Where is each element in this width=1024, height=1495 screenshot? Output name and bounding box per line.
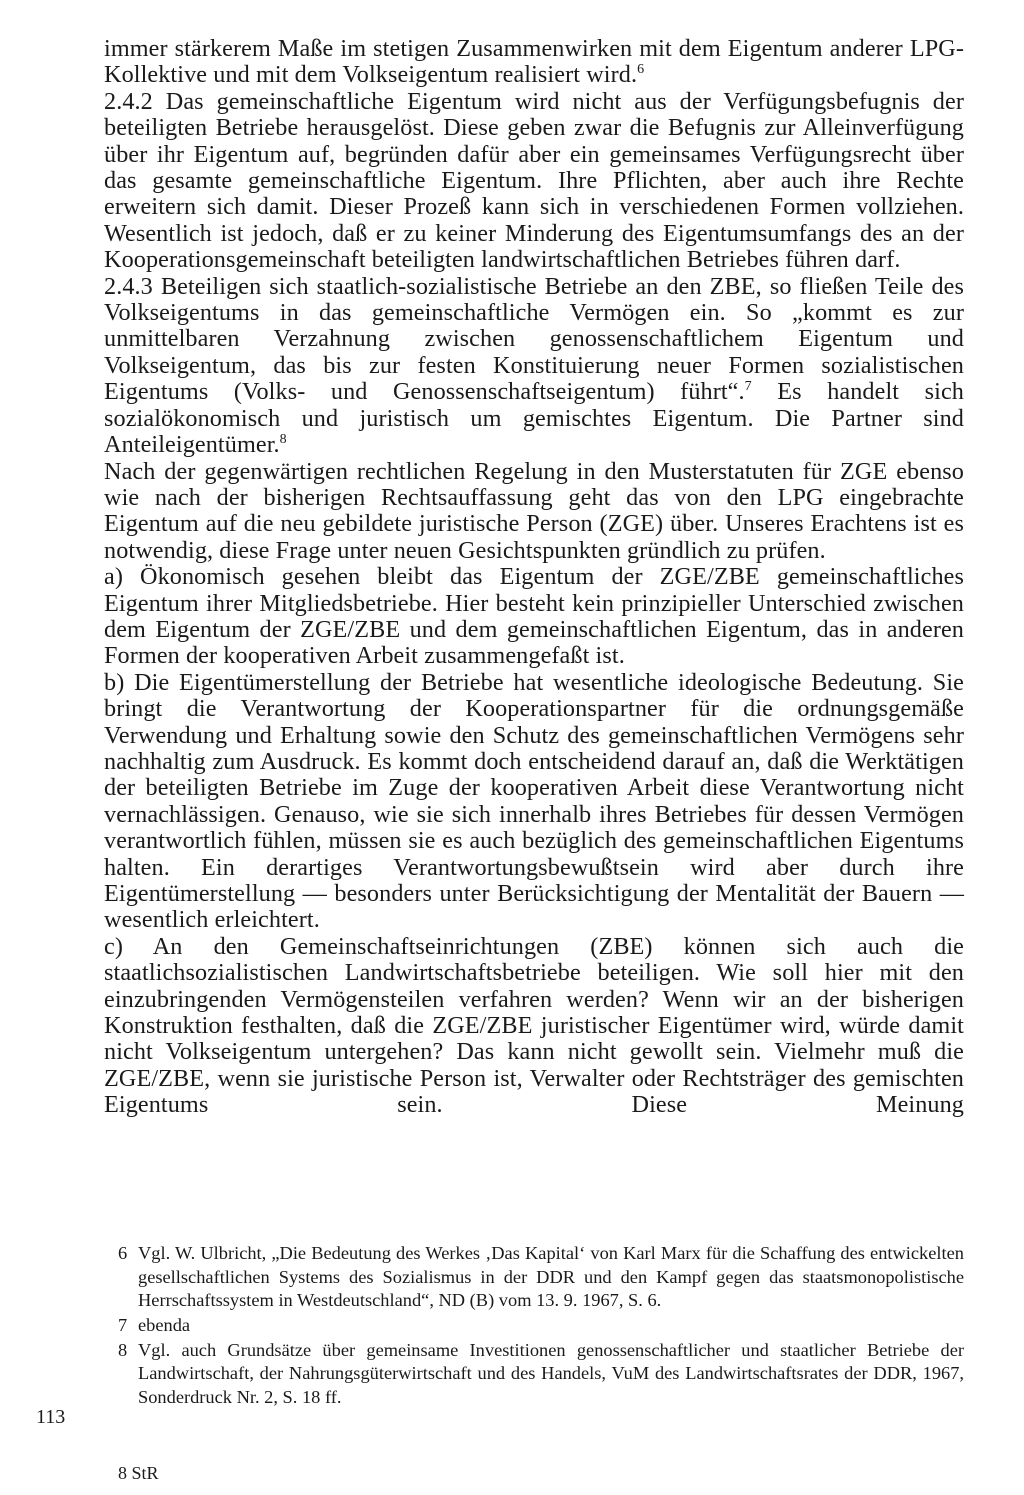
footnote-reference: 6 bbox=[637, 62, 645, 78]
footnote-text: Vgl. auch Grundsätze über gemeinsame Investitionen genossenschaftlicher und staatlicher Betriebe der Landwirtschaft, der Nahrungsgüterwirtschaft und des Handels, VuM des Landwirtschaftsrates der DDR, 1967, Sonderdruck Nr. 2, S. 18 ff. bbox=[138, 1339, 964, 1407]
footnote-6 bbox=[118, 1242, 964, 1313]
paragraph-text-continued: Es handelt sich sozialökonomisch und juristisch um gemischtes Eigentum. Die Partner sind Anteileigentümer. bbox=[104, 378, 964, 459]
footnote-text: ebenda bbox=[138, 1314, 191, 1335]
footnote-reference: 7 bbox=[744, 379, 752, 395]
footnote-number: 8 bbox=[118, 1339, 128, 1360]
paragraph-legal-regulation bbox=[104, 459, 964, 565]
footnote-reference: 8 bbox=[279, 432, 287, 448]
footnote-8 bbox=[118, 1339, 964, 1410]
footnote-7 bbox=[118, 1314, 964, 1338]
printer-signature-mark: 8 StR bbox=[118, 1463, 159, 1483]
footnotes-section bbox=[118, 1242, 964, 1411]
paragraph-continuation bbox=[104, 36, 964, 89]
paragraph-point-a bbox=[104, 564, 964, 670]
footnote-number: 7 bbox=[118, 1314, 128, 1335]
main-text-body bbox=[104, 36, 964, 1119]
paragraph-point-c bbox=[104, 934, 964, 1119]
paragraph-text: b) Die Eigentümerstellung der Betriebe hat wesentliche ideologische Bedeutung. Sie bringt die Verantwortung der Kooperationspartner für die ordnungsgemäße Verwendung und Erhaltung sowie den Schutz des gemeinschaftlichen Vermögens sehr nachhaltig zum Ausdruck. Es kommt doch entscheidend darauf an, daß die Werktätigen der beteiligten Betriebe im Zuge der kooperativen Arbeit diese Verantwortung nicht vernachlässigen. Genauso, wie sie sich innerhalb ihres Betriebes für dessen Vermögen verantwortlich fühlen, müssen sie es auch bezüglich des gemeinschaftlichen Eigentums halten. Ein derartiges Verantwortungsbewußtsein wird aber durch ihre Eigentümerstellung — besonders unter Berücksichtigung der Mentalität der Bauern — wesentlich erleichtert. bbox=[104, 668, 964, 934]
paragraph-text: 2.4.2 Das gemeinschaftliche Eigentum wird nicht aus der Verfügungsbefugnis der beteiligten Betriebe herausgelöst. Diese geben zwar die Befugnis zur Alleinverfügung über ihr Eigentum auf, begründen dafür aber ein gemeinsames Verfügungsrecht über das gesamte gemeinschaftliche Eigentum. Ihre Pflichten, aber auch ihre Rechte erweitern sich damit. Dieser Prozeß kann sich in verschiedenen Formen vollziehen. Wesentlich ist jedoch, daß er zu keiner Minderung des Eigentumsumfangs des an der Kooperationsgemeinschaft beteiligten landwirtschaftlichen Betriebes führen darf. bbox=[104, 87, 964, 274]
paragraph-text: immer stärkerem Maße im stetigen Zusammenwirken mit dem Eigentum anderer LPG-Kollektive und mit dem Volkseigentum realisiert wird. bbox=[104, 35, 964, 89]
footnote-number: 6 bbox=[118, 1243, 128, 1263]
paragraph-text: Nach der gegenwärtigen rechtlichen Regelung in den Musterstatuten für ZGE ebenso wie nach der bisherigen Rechtsauffassung geht das von den LPG eingebrachte Eigentum auf die neu gebildete juristische Person (ZGE) über. Unseres Erachtens ist es notwendig, diese Frage unter neuen Gesichtspunkten gründlich zu prüfen. bbox=[104, 457, 964, 564]
paragraph-point-b bbox=[104, 670, 964, 934]
paragraph-text: c) An den Gemeinschaftseinrichtungen (ZBE) können sich auch die staatlichsozialistischen Landwirtschaftsbetriebe beteiligen. Wie soll hier mit den einzubringenden Vermögensteilen verfahren werden? Wenn wir an der bisherigen Konstruktion festhalten, daß die ZGE/ZBE juristischer Eigentümer wird, würde damit nicht Volkseigentum untergehen? Das kann nicht gewollt sein. Vielmehr muß die ZGE/ZBE, wenn sie juristische Person ist, Verwalter oder Rechtsträger des gemischten Eigentums sein. Diese Meinung bbox=[104, 932, 964, 1119]
paragraph-text: a) Ökonomisch gesehen bleibt das Eigentum der ZGE/ZBE gemeinschaftliches Eigentum ihrer Mitgliedsbetriebe. Hier besteht kein prinzipieller Unterschied zwischen dem Eigentum der ZGE/ZBE und dem gemeinschaftlichen Eigentum, das in anderen Formen der kooperativen Arbeit zusammengefaßt ist. bbox=[104, 563, 964, 670]
paragraph-2-4-2 bbox=[104, 89, 964, 274]
footnote-text: Vgl. W. Ulbricht, „Die Bedeutung des Werkes ‚Das Kapital‘ von Karl Marx für die Schaffung des entwickelten gesellschaftlichen Systems des Sozialismus in der DDR und den Kampf gegen das staatsmonopolistische Herrschaftssystem in Westdeutschland“, ND (B) vom 13. 9. 1967, S. 6. bbox=[138, 1243, 964, 1311]
paragraph-text: 2.4.3 Beteiligen sich staatlich-sozialistische Betriebe an den ZBE, so fließen Teile des Volkseigentums in das gemeinschaftliche Vermögen ein. So „kommt es zur unmittelbaren Verzahnung zwischen genossenschaftlichem Eigentum und Volkseigentum, das bis zur festen Konstituierung neuer Formen sozialistischen Eigentums (Volks- und Genossenschaftseigentum) führt“. bbox=[104, 272, 964, 406]
page-number: 113 bbox=[36, 1406, 66, 1428]
paragraph-2-4-3 bbox=[104, 274, 964, 459]
